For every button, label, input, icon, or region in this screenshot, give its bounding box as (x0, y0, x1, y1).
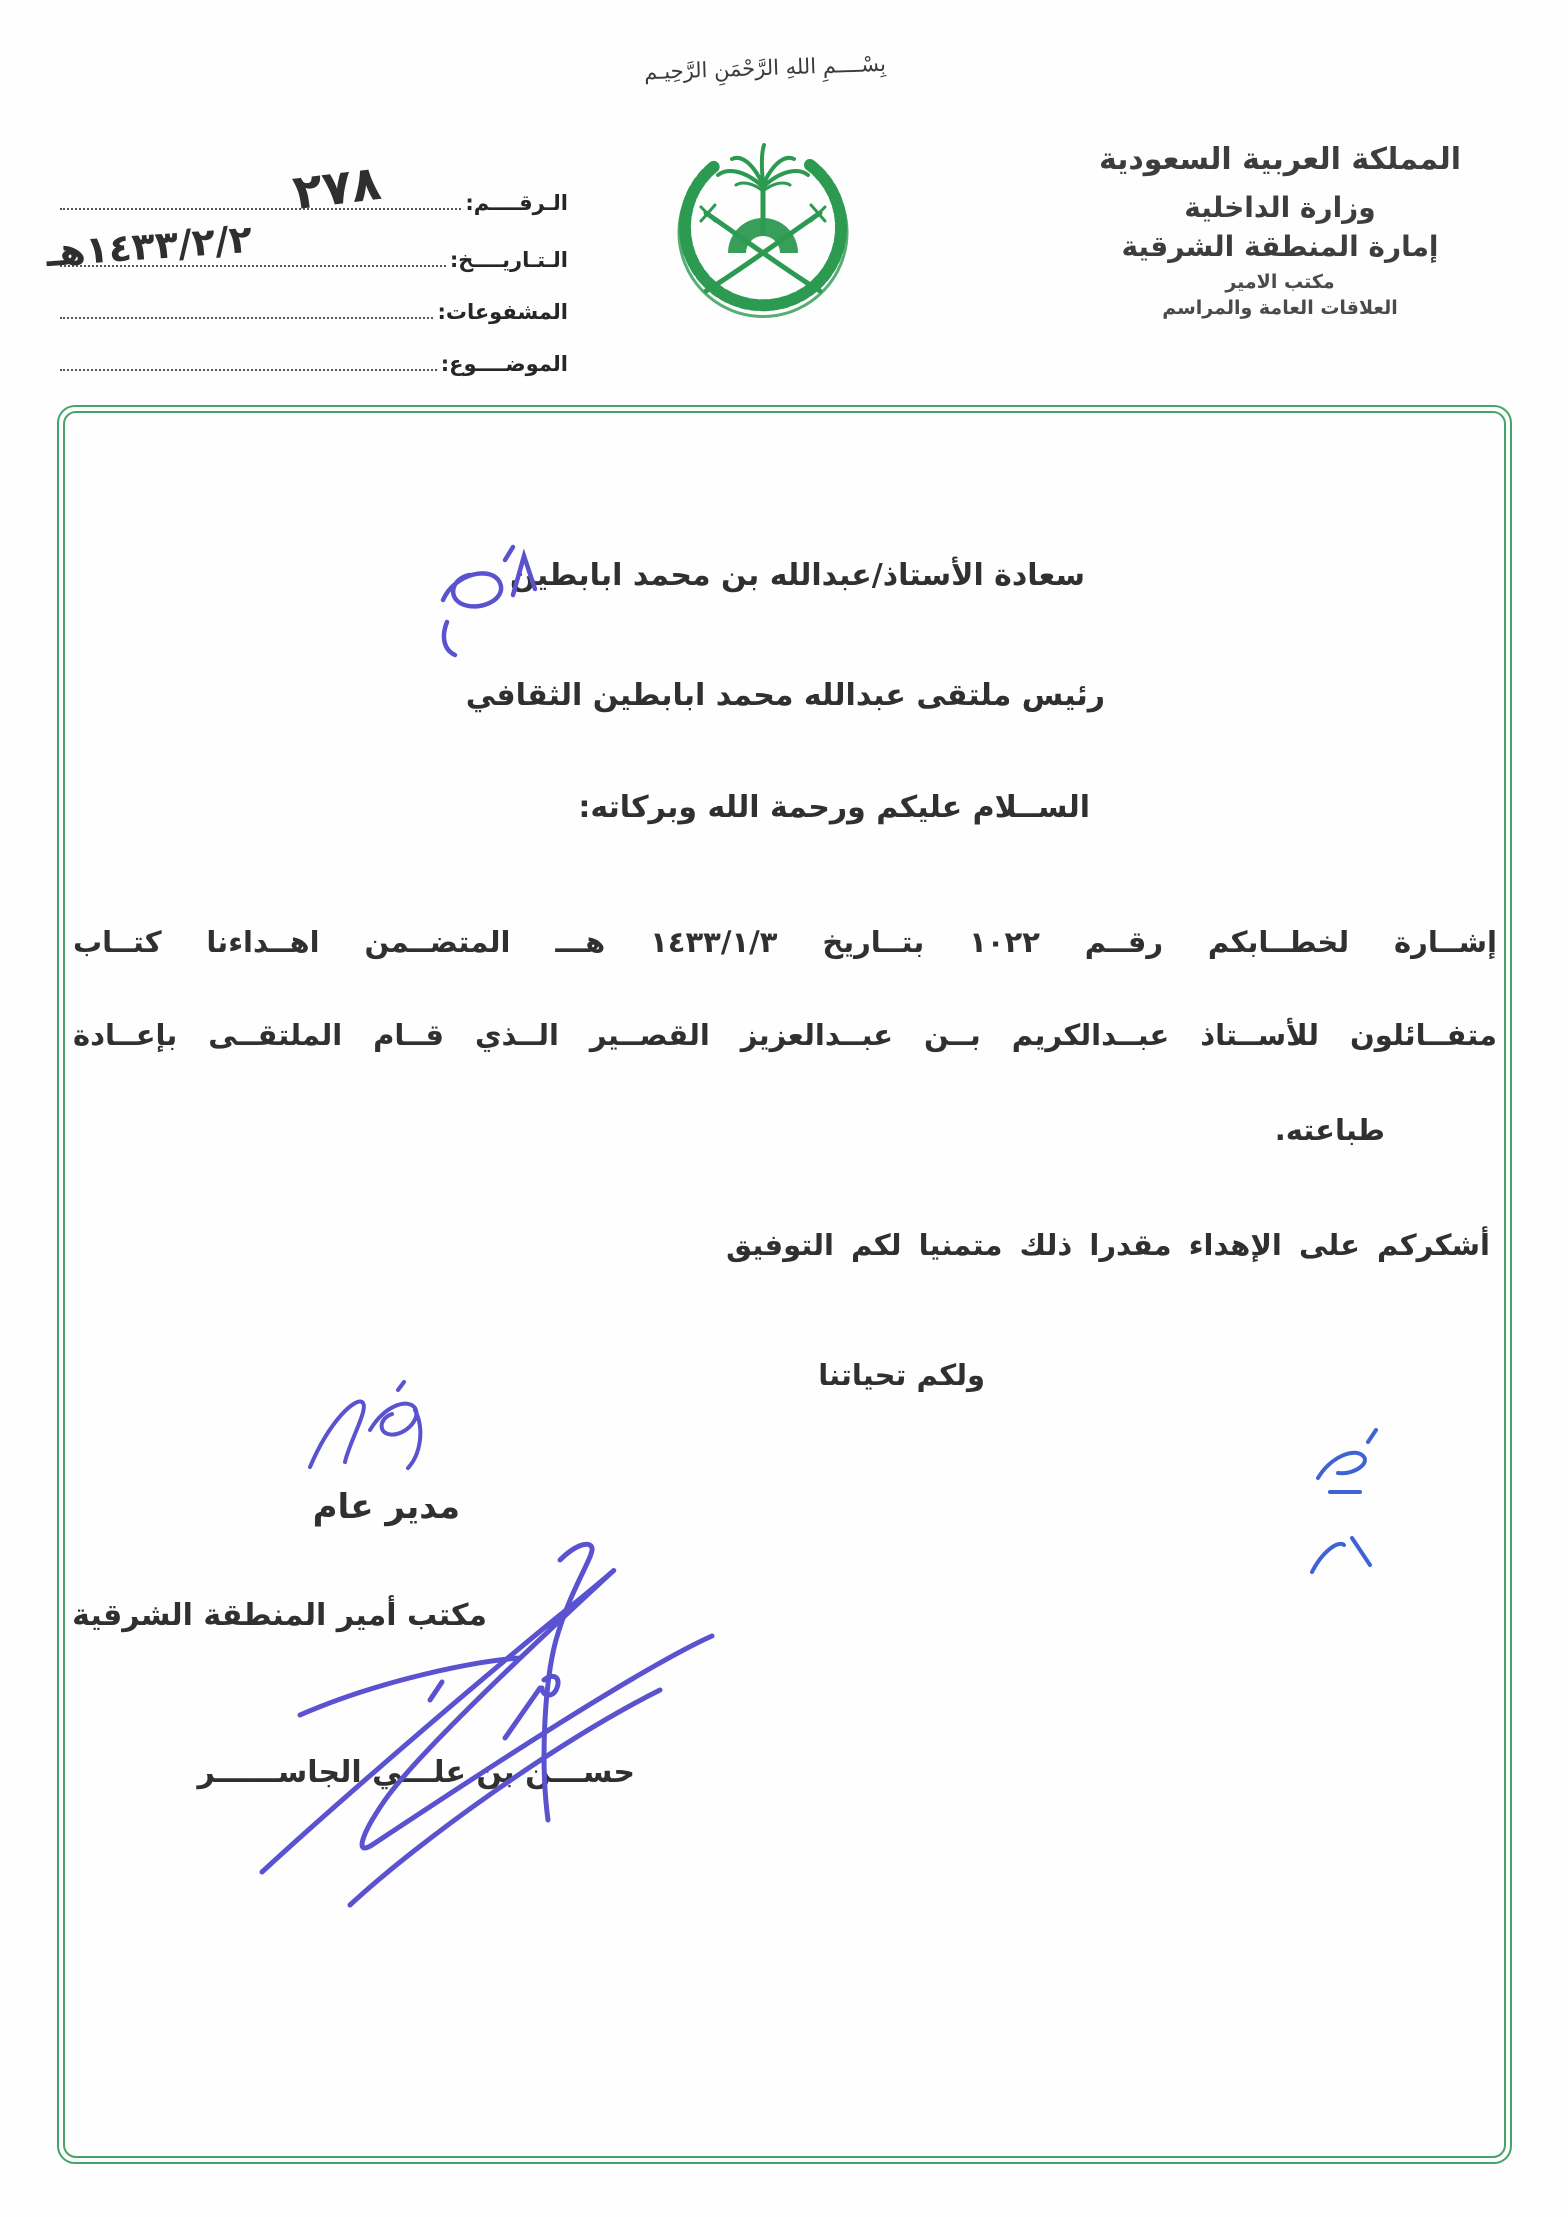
dotted-line (60, 207, 461, 210)
signature-title: مدير عام (312, 1487, 460, 1527)
dotted-line (60, 316, 433, 319)
body-line-2: متفــائلون للأســتاذ عبــدالكريم بــن عبــدالعزيز القصــير الــذي قــام الملتقــى بإعــادة (73, 1018, 1497, 1052)
saudi-emblem-icon (668, 133, 858, 318)
number-value-handwritten: ٢٧٨ (289, 154, 384, 222)
signature-office: مكتب أمير المنطقة الشرقية (72, 1598, 487, 1633)
date-value-handwritten: ١٤٣٣/٢/٢هـ (44, 216, 254, 276)
closing-line: ولكم تحياتنا (818, 1358, 985, 1392)
letter-frame-inner (63, 411, 1506, 2158)
signature-name: حســـن بن علـــي الجاســــــر (197, 1755, 635, 1790)
addressee-line: سعادة الأستاذ/عبدالله بن محمد ابابطين (509, 558, 1085, 593)
letter-frame (57, 405, 1512, 2164)
org-department: العلاقات العامة والمراسم (1162, 297, 1398, 319)
bismillah-calligraphy: بِسْــــمِ اللهِ الرَّحْمَنِ الرَّحِيـم (643, 51, 887, 85)
thanks-line: أشكركم على الإهداء مقدرا ذلك متمنيا لكم التوفيق (726, 1228, 1490, 1262)
addressee-title-line: رئيس ملتقى عبدالله محمد ابابطين الثقافي (465, 678, 1105, 713)
body-line-3: طباعته. (1274, 1113, 1385, 1147)
org-emirate: إمارة المنطقة الشرقية (1121, 230, 1439, 263)
form-row-subject (60, 344, 568, 376)
org-ministry: وزارة الداخلية (1184, 191, 1376, 224)
dotted-line (60, 368, 437, 371)
form-row-attachments (60, 292, 568, 324)
date-label: الـتـاريــــخ: (449, 248, 568, 272)
attachments-label: المشفوعات: (437, 300, 568, 324)
org-office: مكتب الامير (1225, 271, 1335, 293)
subject-label: الموضــــوع: (440, 352, 568, 376)
salutation-line: الســلام عليكم ورحمة الله وبركاته: (578, 790, 1090, 825)
number-label: الـرقــــم: (465, 191, 568, 215)
org-country: المملكة العربية السعودية (1098, 142, 1462, 177)
body-line-1: إشــارة لخطــابكم رقــم ١٠٢٢ بتــاريخ ١٤٣٣/١/٣ هـــ المتضــمن اهــداءنا كتــاب (73, 925, 1497, 959)
org-header-block (1040, 142, 1520, 319)
